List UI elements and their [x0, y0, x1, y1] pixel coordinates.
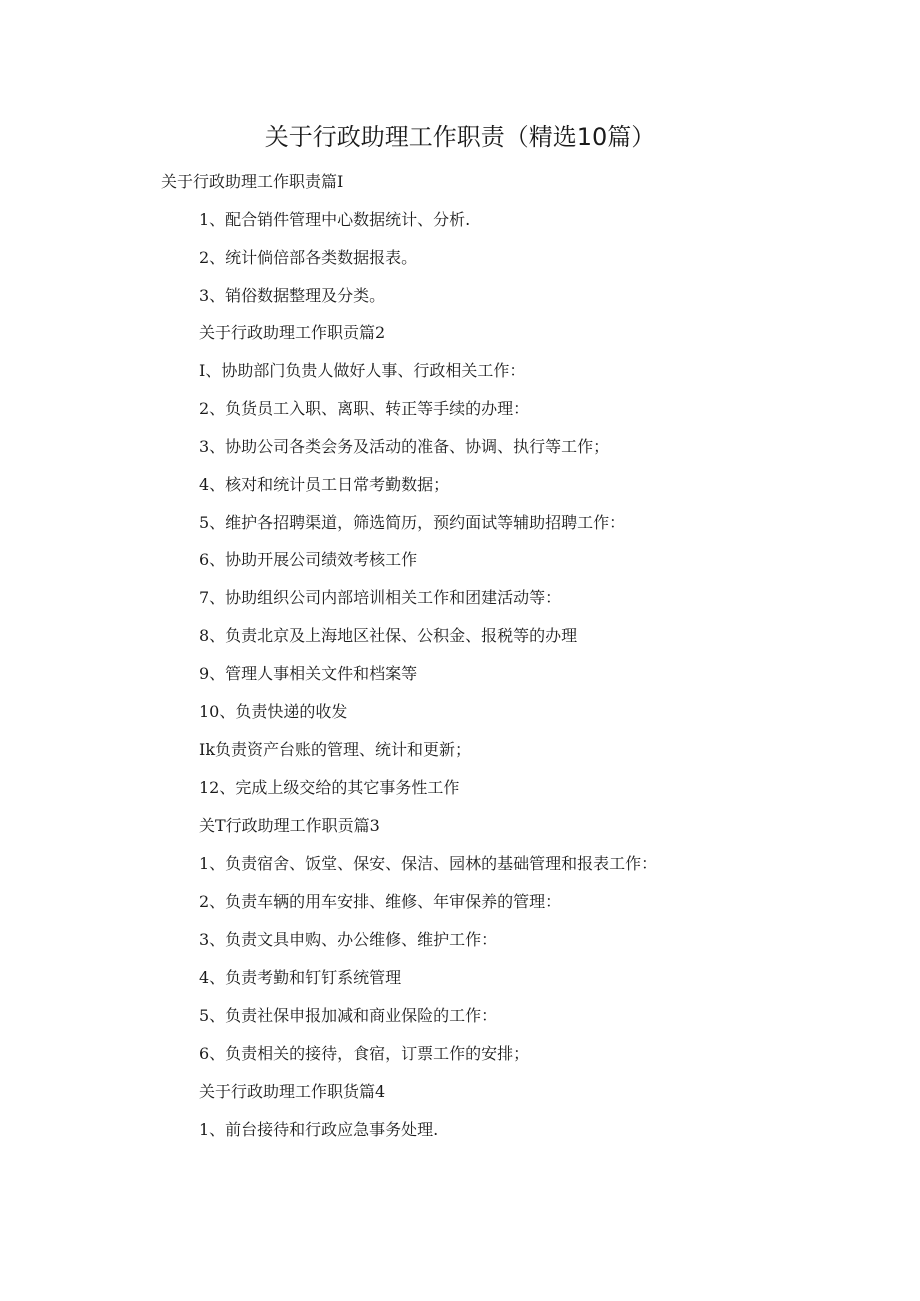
list-item: 2、统计倘倍部各类数据报表。	[199, 248, 418, 267]
list-item: 4、核对和统计员工日常考勤数据；	[199, 475, 450, 494]
list-item: 8、负责北京及上海地区社保、公积金、报税等的办理	[199, 626, 578, 645]
list-item: 4、负责考勤和钉钉系统管理	[199, 968, 402, 987]
section-heading-3: 关T行政助理工作职贡篇3	[199, 816, 380, 835]
list-item: 12、完成上级交给的其它事务性工作	[199, 778, 460, 797]
list-item: I、协助部门负贵人做好人事、行政相关工作：	[199, 361, 526, 380]
list-item: 7、协助组织公司内部培训相关工作和团建活动等：	[199, 588, 562, 607]
list-item: 2、负货员工入职、离职、转正等手续的办理：	[199, 399, 530, 418]
list-item: 5、维护各招聘渠道，筛选简历，预约面试等辅助招聘工作：	[199, 513, 626, 532]
section-heading-4: 关于行政助理工作职货篇4	[199, 1082, 386, 1101]
list-item: 6、协助开展公司绩效考核工作	[199, 550, 418, 569]
list-item: Ik负责资产台账的管理、统计和更新；	[199, 740, 472, 759]
document-title: 关于行政助理工作职责（精选10篇）	[264, 123, 656, 151]
list-item: 2、负责车辆的用车安排、维修、年审保养的管理：	[199, 892, 562, 911]
list-item: 5、负责社保申报加减和商业保险的工作：	[199, 1006, 498, 1025]
list-item: 1、配合销件管理中心数据统计、分析.	[199, 210, 471, 229]
list-item: 3、负责文具申购、办公维修、维护工作：	[199, 930, 498, 949]
section-heading-2: 关于行政助理工作职贡篇2	[199, 323, 386, 342]
list-item: 1、前台接待和行政应急事务处理.	[199, 1120, 439, 1139]
list-item: 3、协助公司各类会务及活动的准备、协调、执行等工作；	[199, 437, 610, 456]
list-item: 9、管理人事相关文件和档案等	[199, 664, 418, 683]
list-item: 6、负责相关的接待，食宿，订票工作的安排；	[199, 1044, 530, 1063]
section-heading-1: 关于行政助理工作职责篇I	[161, 172, 344, 191]
list-item: 1、负责宿舍、饭堂、保安、保洁、园林的基础管理和报表工作：	[199, 854, 658, 873]
list-item: 3、销俗数据整理及分类。	[199, 286, 386, 305]
list-item: 10、负责快递的收发	[199, 702, 348, 721]
